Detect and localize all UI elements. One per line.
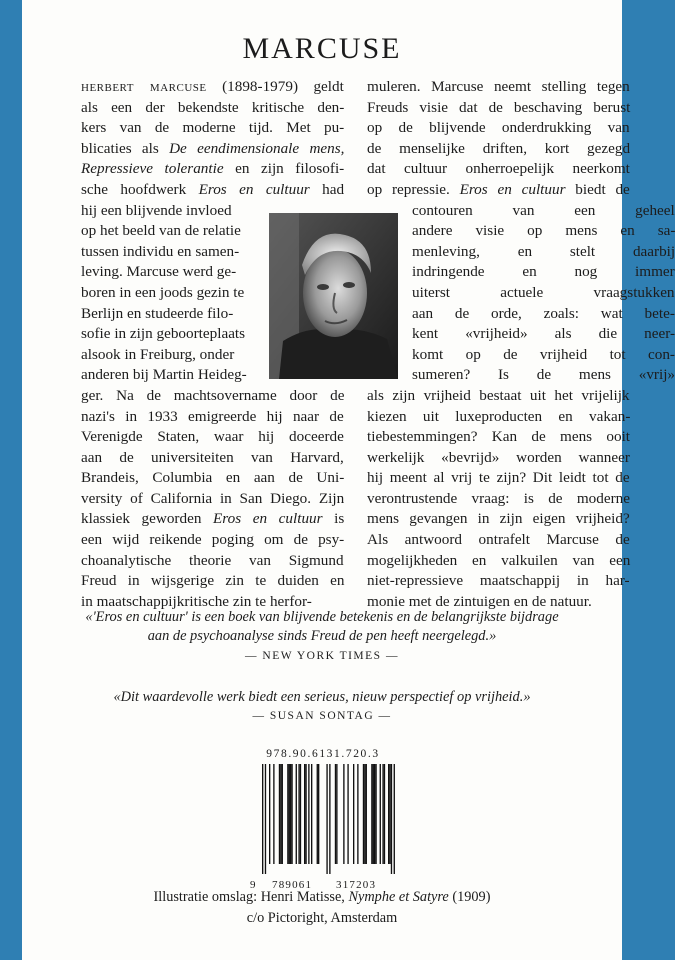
blurb-line: Brandeis, Columbia en aan de Uni- (81, 469, 345, 487)
barcode-digit-lead: 9 (250, 879, 257, 891)
credit-line-1: Illustratie omslag: Henri Matisse, Nymphe et Satyre (1909) (153, 889, 491, 905)
blurb-line: andere visie op mens en sa- (412, 222, 675, 240)
blurb-line: mens gevangen in zijn eigen vrijheid? (367, 510, 630, 528)
blurb-line: hij meent al vrij te zijn? Dit leidt tot de (367, 469, 630, 487)
blurb-line: contouren van een geheel (412, 201, 675, 219)
quote-line: «Dit waardevolle werk biedt een serieus, nieuw perspectief op vrijheid.» (113, 689, 531, 705)
blurb-line: Freuds visie dat de beschaving berust (367, 98, 631, 116)
author-name: herbert marcuse (81, 78, 207, 95)
cover-border-left (0, 0, 22, 960)
blurb-line: op het beeld van de relatie (81, 222, 241, 240)
blurb-line: dat cultuur onherroepelijk neerkomt (367, 160, 630, 178)
barcode-bar (382, 764, 383, 864)
blurb-line: Repressieve tolerantie en zijn filosofi- (81, 160, 345, 178)
blurb-line: verontrustende vraag: is de moderne (367, 489, 630, 507)
barcode-bar (329, 764, 330, 874)
isbn-barcode (250, 748, 396, 893)
barcode-bar (317, 764, 318, 864)
barcode-bar (357, 764, 358, 864)
blurb-line: als een der bekendste kritische den- (81, 98, 345, 116)
barcode-bar (389, 764, 390, 864)
blurb-line: aan de orde, zoals: wat bete- (412, 304, 675, 322)
blurb-line: kiezen uit luxeproducten en vakan- (367, 407, 631, 425)
blurb-line: leving. Marcuse werd ge- (81, 263, 237, 281)
barcode-bar (373, 764, 374, 864)
review-quote-sontag (22, 688, 622, 707)
barcode-bar (304, 764, 305, 864)
blurb-line: monie met de zintuigen en de natuur. (367, 592, 592, 610)
blurb-line: de menselijke driften, kort gezegd (367, 139, 631, 157)
blurb-line: herbert marcuse (1898-1979) geldt (81, 78, 344, 95)
barcode-bar (343, 764, 344, 864)
blurb-line: sche hoofdwerk Eros en cultuur had (81, 180, 345, 198)
review-quote-nyt (22, 608, 622, 646)
blurb-line: Als antwoord ontrafelt Marcuse de (367, 531, 630, 549)
blurb-line: hij een blijvende invloed (81, 201, 232, 219)
cover-credit (22, 887, 622, 928)
barcode-bar (318, 764, 319, 864)
barcode-bar (287, 764, 288, 864)
barcode-bar (380, 764, 381, 864)
barcode-bar (262, 764, 263, 874)
barcode-bar (384, 764, 385, 864)
blurb-line: op de blijvende onderdrukking van (367, 119, 630, 137)
barcode-bar (347, 764, 348, 864)
barcode-bar (371, 764, 372, 864)
blurb-line: Freud in wijsgerige zin te duiden en (81, 572, 345, 590)
blurb-line: Verenigde Staten, waar hij doceerde (81, 428, 344, 446)
barcode-bar (335, 764, 336, 864)
blurb-line: versity of California in San Diego. Zijn (81, 489, 345, 507)
blurb-line: tussen individu en samen- (81, 242, 240, 260)
blurb-line: blicaties als De eendimensionale mens, (81, 139, 345, 157)
barcode-bar (374, 764, 375, 864)
back-cover-page (22, 0, 675, 960)
blurb-line: sofie in zijn geboorteplaats (81, 325, 246, 343)
barcode-bar (300, 764, 301, 864)
barcode-bar (265, 764, 266, 874)
blurb-line: een wijd reikende poging om de psy- (81, 531, 345, 549)
barcode-bar (311, 764, 312, 864)
blurb-line: Berlijn en studeerde filo- (81, 304, 234, 322)
barcode-bar (353, 764, 354, 864)
barcode-bar (298, 764, 299, 864)
barcode-bar (291, 764, 292, 864)
blurb-line: anderen bij Martin Heideg- (81, 366, 247, 384)
barcode-bars (250, 764, 396, 874)
barcode-digits-left: 789061 (272, 879, 313, 891)
blurb-line: boren in een joods gezin te (81, 283, 245, 301)
barcode-bar (326, 764, 327, 874)
barcode-bar (279, 764, 280, 864)
barcode-bar (375, 764, 376, 864)
barcode-bar (289, 764, 290, 864)
blurb-line: indringende en nog immer (412, 263, 675, 281)
blurb-line: als zijn vrijheid bestaat uit het vrijelijk (367, 386, 630, 404)
blurb-line: mogelijkheden en valkuilen van een (367, 551, 631, 569)
blurb-right-column (367, 77, 675, 612)
blurb-line: choanalytische theorie van Sigmund (81, 551, 344, 569)
barcode-bar (269, 764, 270, 864)
blurb-line: op repressie. Eros en cultuur biedt de (367, 180, 630, 198)
book-title: MARCUSE (242, 32, 402, 65)
blurb-line: kent «vrijheid» als die neer- (412, 325, 675, 343)
blurb-line: aan de universiteiten van Harvard, (81, 448, 344, 466)
blurb-line: komt op de vrijheid tot con- (412, 345, 675, 363)
blurb-line: menleving, en stelt daarbij (412, 242, 675, 260)
blurb-line: niet-repressieve maatschappij in har- (367, 572, 630, 590)
barcode-bar (280, 764, 281, 864)
quote-line: «'Eros en cultuur' is een boek van blijvende betekenis en de belangrijkste bijdrage (85, 609, 559, 625)
quote-source-sontag: — SUSAN SONTAG — (252, 710, 392, 722)
blurb-line: sumeren? Is de mens «vrij» (412, 366, 675, 384)
barcode-bar (308, 764, 309, 864)
barcode-bar (388, 764, 389, 864)
blurb-line: nazi's in 1933 emigreerde hij naar de (81, 407, 344, 425)
blurb-line: in maatschappijkritische zin te herfor- (81, 592, 312, 610)
barcode-bar (364, 764, 365, 864)
blurb-line: uiterst actuele vraagstukken (412, 283, 675, 301)
blurb-line: tiebestemmingen? Kan de mens ooit (367, 428, 631, 446)
credit-line-2: c/o Pictoright, Amsterdam (246, 909, 398, 926)
barcode-bar (394, 764, 395, 874)
isbn-number: 978.90.6131.720.3 (266, 748, 380, 760)
quote-line: aan de psychoanalyse sinds Freud de pen heeft neergelegd.» (147, 628, 497, 644)
barcode-bar (391, 764, 392, 874)
barcode-bar (363, 764, 364, 864)
blurb-line: ger. Na de machtsovername door de (81, 386, 345, 404)
blurb-line: muleren. Marcuse neemt stelling tegen (367, 78, 630, 95)
blurb-line: werkelijk «bevrijd» worden wanneer (367, 448, 630, 466)
blurb-line: klassiek geworden Eros en cultuur is (81, 510, 345, 528)
barcode-bar (366, 764, 367, 864)
barcode-bar (290, 764, 291, 864)
barcode-bar (296, 764, 297, 864)
barcode-bar (273, 764, 274, 864)
barcode-bar (305, 764, 306, 864)
blurb-line: alsook in Freiburg, onder (81, 345, 235, 363)
quote-source-nyt: — NEW YORK TIMES — (245, 650, 399, 662)
barcode-digits-right: 317203 (336, 879, 377, 891)
barcode-bar (336, 764, 337, 864)
barcode-bar (282, 764, 283, 864)
blurb-line: kers van de moderne tijd. Met pu- (81, 119, 345, 137)
